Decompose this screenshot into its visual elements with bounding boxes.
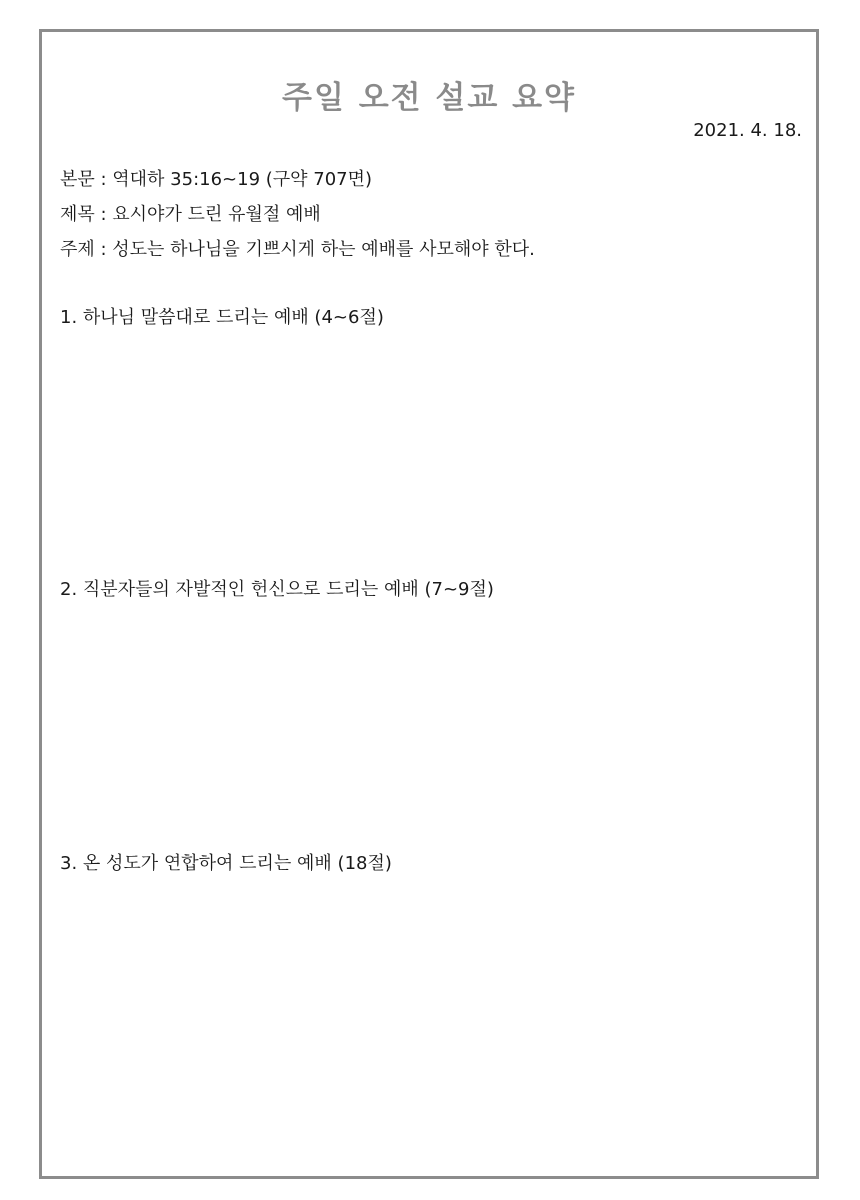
subject-line: 제목 : 요시야가 드린 유월절 예배 — [60, 204, 321, 225]
sermon-date: 2021. 4. 18. — [693, 120, 802, 141]
sermon-summary-sheet — [39, 29, 819, 1179]
page-title: 주일 오전 설교 요약 — [282, 80, 576, 116]
outline-point-1: 1. 하나님 말씀대로 드리는 예배 (4~6절) — [60, 307, 384, 328]
outline-point-2: 2. 직분자들의 자발적인 헌신으로 드리는 예배 (7~9절) — [60, 579, 494, 600]
theme-line: 주제 : 성도는 하나님을 기쁘시게 하는 예배를 사모해야 한다. — [60, 239, 535, 260]
outline-point-3: 3. 온 성도가 연합하여 드리는 예배 (18절) — [60, 853, 392, 874]
scripture-line: 본문 : 역대하 35:16~19 (구약 707면) — [60, 169, 373, 190]
